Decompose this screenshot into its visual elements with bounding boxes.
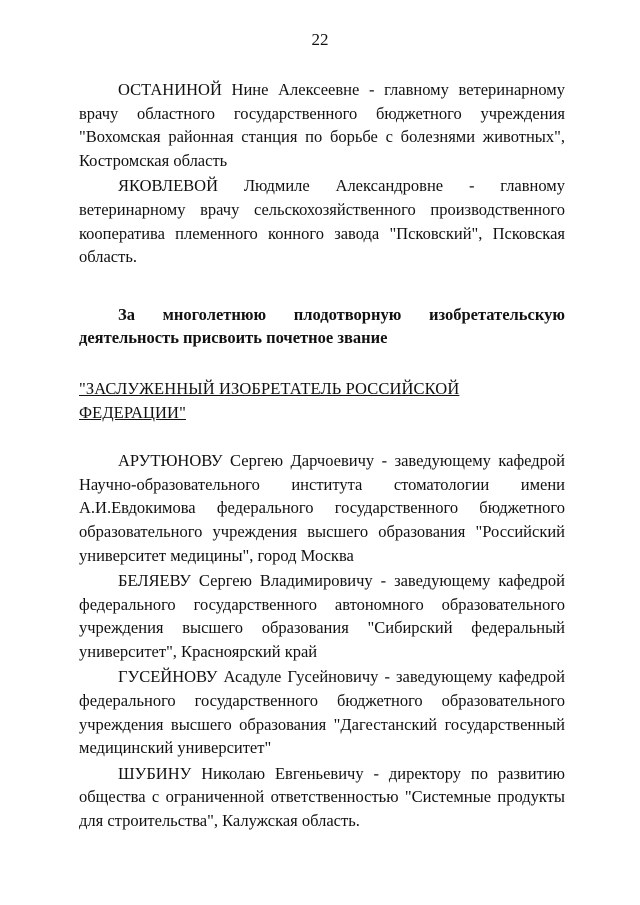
award-entry: ОСТАНИНОЙ Нине Алексеевне - главному ветеринарному врачу областного государственного бюджетного учреждения "Вохомская районная станция по борьбе с болезнями животных", Костромская область [79,80,565,170]
award-entry: БЕЛЯЕВУ Сергею Владимировичу - заведующему кафедрой федерального государственного автономного образовательного учреждения высшего образования "Сибирский федеральный университет", Красноярский край [79,571,565,661]
page-number: 22 [311,30,329,49]
award-entry: ЯКОВЛЕВОЙ Людмиле Александровне - главному ветеринарному врачу сельскохозяйственного производственного кооператива племенного конного завода "Псковский", Псковская область. [79,176,565,267]
award-intro: За многолетнюю плодотворную изобретательскую деятельность присвоить почетное звание [79,304,565,348]
award-title: "ЗАСЛУЖЕННЫЙ ИЗОБРЕТАТЕЛЬ РОССИЙСКОЙ ФЕДЕРАЦИИ" [79,378,460,422]
award-entry: ГУСЕЙНОВУ Асадуле Гусейновичу - заведующему кафедрой федерального государственного бюджетного образовательного учреждения высшего образования "Дагестанский государственный медицинский университет" [79,667,565,758]
document-body [79,78,565,835]
award-entry: ШУБИНУ Николаю Евгеньевичу - директору по развитию общества с ограниченной ответственностью "Системные продукты для строительства", Калужская область. [79,763,565,831]
award-entry: АРУТЮНОВУ Сергею Дарчоевичу - заведующему кафедрой Научно-образовательного института стоматологии имени А.И.Евдокимова федерального государственного бюджетного образовательного учреждения высшего образования "Российский университет медицины", город Москва [79,451,565,565]
